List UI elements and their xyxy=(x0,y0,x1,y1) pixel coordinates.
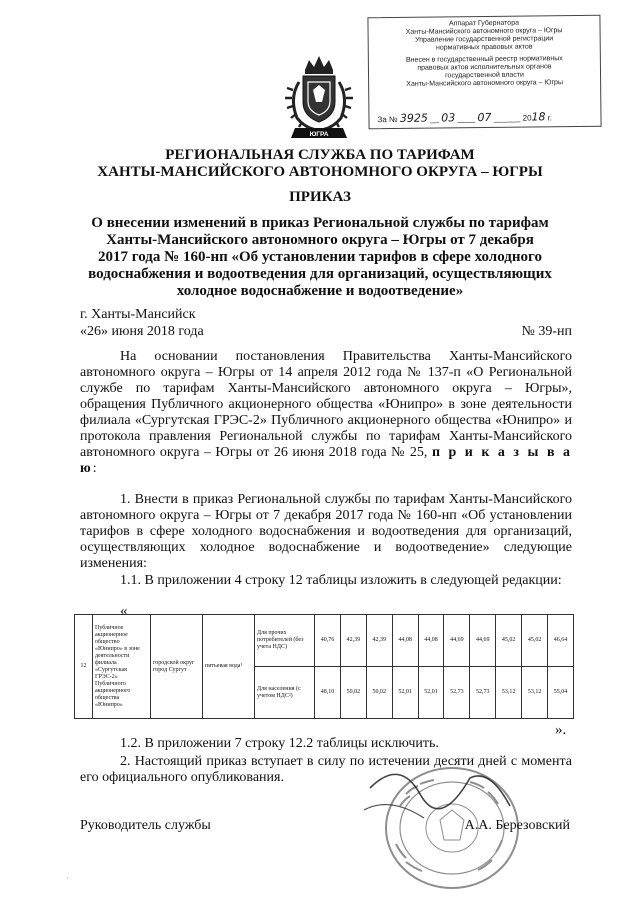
signatory-role: Руководитель службы xyxy=(80,818,211,833)
signatory-name: А.А. Березовский xyxy=(464,818,570,833)
tariff-table-wrapper xyxy=(74,614,574,719)
table-cell-value: 52,73 xyxy=(444,667,470,719)
table-cell-value: 42,39 xyxy=(366,615,392,667)
stamp-line: нормативных правовых актов xyxy=(435,43,533,52)
order-subject xyxy=(60,215,580,300)
stamp-reg-year-prefix: 20 xyxy=(522,113,532,123)
preamble-paragraph xyxy=(80,349,572,477)
agency-name xyxy=(60,147,580,181)
stamp-reg-suffix: г. xyxy=(547,113,552,123)
doc-type-title: ПРИКАЗ xyxy=(289,189,351,205)
table-cell-service: питьевая вода¹ xyxy=(203,615,255,719)
table-cell-consumer: Для прочих потребителей (без учета НДС) xyxy=(255,615,315,667)
stamp-reg-prefix: За № xyxy=(377,114,398,125)
clause-1-1-paragraph: 1.1. В приложении 4 строку 12 таблицы изложить в следующей редакции: xyxy=(120,573,562,588)
agency-line-1: РЕГИОНАЛЬНАЯ СЛУЖБА ПО ТАРИФАМ xyxy=(165,147,475,163)
stamp-reg-month: 07 xyxy=(477,110,492,125)
agency-line-2: ХАНТЫ-МАНСИЙСКОГО АВТОНОМНОГО ОКРУГА – ЮГРЫ xyxy=(97,164,543,180)
table-cell-consumer: Для населения (с учетом НДС²) xyxy=(255,667,315,719)
table-cell-value: 50,02 xyxy=(340,667,366,719)
table-cell-value: 53,12 xyxy=(522,667,548,719)
table-close-quote: ». xyxy=(555,722,567,738)
table-cell-value: 44,08 xyxy=(392,615,418,667)
table-cell-territory: городской округ город Сургут xyxy=(151,615,203,719)
stamp-line: Внесен в государственный реестр нормативных xyxy=(405,55,563,64)
table-cell-organization: Публичное акционерное общество «Юнипро» в зоне деятельности филиала «Сургутская ГРЭС-2» Публичного акционерного общества «Юнипро» xyxy=(93,615,151,719)
stamp-line: Аппарат Губернатора xyxy=(448,19,520,28)
subject-line-1: О внесении изменений в приказ Региональной службы по тарифам xyxy=(91,215,549,231)
table-row xyxy=(75,615,574,667)
subject-line-4: водоснабжения и водоотведения для организаций, осуществляющих xyxy=(88,266,552,282)
coat-of-arms-icon xyxy=(275,52,363,142)
document-number: № 39-нп xyxy=(521,324,572,339)
stamp-reg-year: 18 xyxy=(531,110,546,124)
tariff-table xyxy=(74,614,574,719)
table-cell-value: 53,12 xyxy=(496,667,522,719)
stamp-reg-number: 3925 xyxy=(399,111,428,125)
document-place: г. Ханты-Мансийск xyxy=(80,307,196,322)
table-cell-value: 52,01 xyxy=(418,667,444,719)
table-cell-value: 44,69 xyxy=(470,615,496,667)
table-cell-value: 40,76 xyxy=(315,615,341,667)
table-cell-value: 52,73 xyxy=(470,667,496,719)
stamp-reg-day: 03 xyxy=(441,111,456,125)
table-cell-value: 42,39 xyxy=(340,615,366,667)
table-cell-value: 48,10 xyxy=(315,667,341,719)
table-cell-row-number: 12 xyxy=(75,615,93,719)
stamp-line: правовых актов исполнительных органов xyxy=(417,63,552,72)
subject-line-5: холодное водоснабжение и водоотведение» xyxy=(176,283,464,299)
table-cell-value: 55,04 xyxy=(548,667,574,719)
stamp-registration-row: За № 3925 __ 03 ____ 07 ______ 2018 г. xyxy=(377,110,552,125)
stamp-line: Ханты-Мансийского автономного округа – Югры xyxy=(405,27,563,36)
stamp-line: государственной власти xyxy=(445,71,524,80)
clause-2-paragraph: 2. Настоящий приказ вступает в силу по истечении десяти дней с момента его официального опубликования. xyxy=(80,754,572,785)
registration-stamp xyxy=(367,15,601,129)
table-cell-value: 45,02 xyxy=(522,615,548,667)
table-cell-value: 44,69 xyxy=(444,615,470,667)
order-word: п р и к а з ы в а ю xyxy=(80,445,572,476)
subject-line-2: Ханты-Мансийского автономного округа – Югры от 7 декабря xyxy=(106,232,534,248)
order-colon: : xyxy=(92,461,97,476)
stamp-line: Управление государственной регистрации xyxy=(415,35,554,44)
page-corner-mark: · xyxy=(66,874,69,883)
clause-1-paragraph: 1. Внести в приказ Региональной службы по тарифам Ханты-Мансийского автономного округа – Югры от 7 декабря 2017 года № 160-нп «Об установлении тарифов в сфере холодного водоснабжения и водоотведения для организаций, осуществляющих холодное водоснабжение и водоотведение» следующие изменения: xyxy=(80,492,572,571)
clause-1-2-paragraph: 1.2. В приложении 7 строку 12.2 таблицы исключить. xyxy=(120,736,439,751)
table-cell-value: 46,64 xyxy=(548,615,574,667)
document-date: «26» июня 2018 года xyxy=(80,324,204,339)
table-cell-value: 50,02 xyxy=(366,667,392,719)
table-open-quote: « xyxy=(120,603,128,619)
table-cell-value: 44,08 xyxy=(418,615,444,667)
table-cell-value: 52,01 xyxy=(392,667,418,719)
subject-line-3: 2017 года № 160-нп «Об установлении тарифов в сфере холодного xyxy=(98,249,542,265)
emblem-ribbon-text: ЮГРА xyxy=(309,131,329,138)
table-cell-value: 45,02 xyxy=(496,615,522,667)
preamble-text: На основании постановления Правительства Ханты-Мансийского автономного округа – Югры от 14 апреля 2012 года № 137-п «О Региональной службе по тарифам Ханты-Мансийского автономного округа – Югры», обращения Публичного акционерного общества «Юнипро» в зоне деятельности филиала «Сургутская ГРЭС-2» Публичного акционерного общества «Юнипро» и протокола правления Региональной службы по тарифам Ханты-Мансийского автономного округа – Югры от 26 июня 2018 года № 25, xyxy=(80,349,572,460)
stamp-line: Ханты-Мансийского автономного округа – Югры xyxy=(406,79,563,88)
